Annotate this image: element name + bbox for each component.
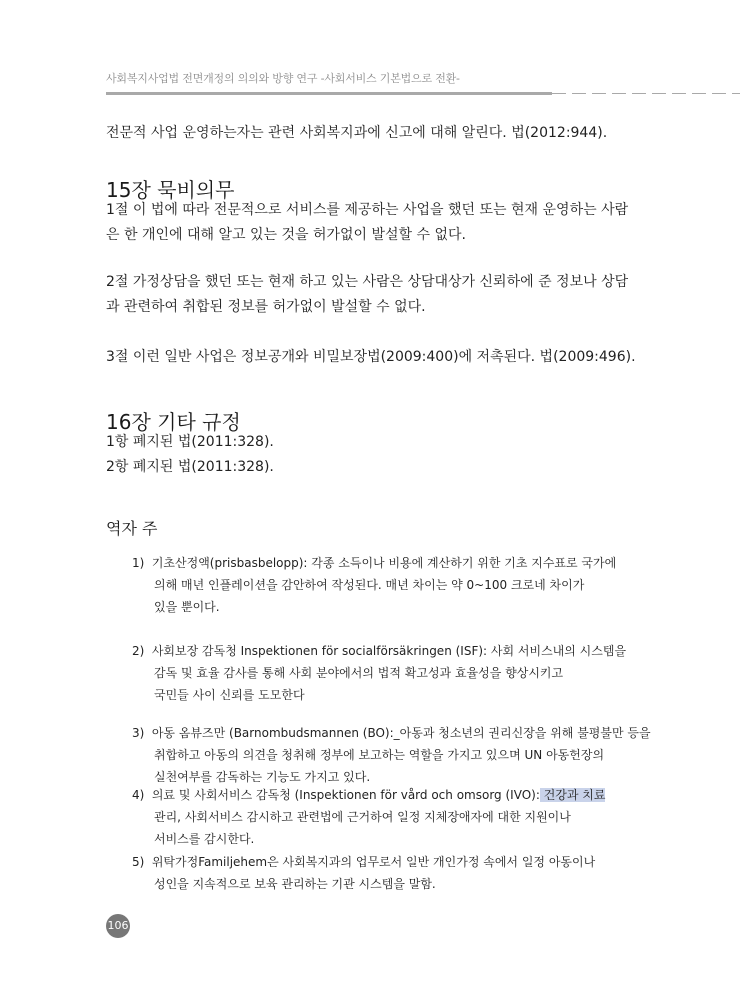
header-rule-dashed [552,93,740,94]
ch15-p2-line2: 과 관련하여 취합된 정보를 허가없이 발설할 수 없다. [106,299,426,315]
footnote-line: 의료 및 사회서비스 감독청 (Inspektionen för vård och omsorg (IVO): [151,788,540,802]
footnote-line: 취합하고 아동의 의견을 청취해 정부에 보고하는 역할을 가지고 있으며 UN 아동헌장의 [154,748,605,762]
footnote-line: 아동 옴뷰즈만 (Barnombudsmannen (BO):_아동과 청소년의 권리신장을 위해 불평불만 등을 [151,726,651,740]
footnote-4 [132,784,605,850]
footnote-line: 관리, 사회서비스 감시하고 관련법에 근거하여 일정 지체장애자에 대한 지원이나 [154,810,571,824]
ch15-p1-line2: 은 한 개인에 대해 알고 있는 것을 허가없이 발설할 수 없다. [106,227,467,243]
notes-heading: 역자 주 [106,519,158,538]
ch15-p2-line1: 2절 가정상담을 했던 또는 현재 하고 있는 사람은 상담대상가 신뢰하에 준 정보나 상담 [106,274,629,290]
footnote-number: 1) [132,556,145,570]
ch15-p3: 3절 이런 일반 사업은 정보공개와 비밀보장법(2009:400)에 저촉된다. 법(2009:496). [106,349,636,365]
footnote-line: 기초산정액(prisbasbelopp): 각종 소득이나 비용에 계산하기 위한 기초 지수표로 국가에 [151,556,617,570]
footnote-1 [132,552,616,618]
footnote-line: 감독 및 효율 감사를 통해 사회 분야에서의 법적 확고성과 효율성을 향상시키고 [154,666,564,680]
text-selection-highlight: 건강과 치료 [539,788,606,802]
intro-paragraph: 전문적 사업 운영하는자는 관련 사회복지과에 신고에 대해 알린다. 법(2012:944). [106,125,608,141]
ch16-item1: 1항 폐지된 법(2011:328). [106,434,274,450]
footnote-2 [132,640,626,706]
chapter-16-heading: 16장 기타 규정 [106,410,241,434]
footnote-3 [132,722,651,788]
footnote-line: 성인을 지속적으로 보육 관리하는 기관 시스템을 말함. [154,877,436,891]
running-head: 사회복지사업법 전면개정의 의의와 방향 연구 -사회서비스 기본법으로 전환- [106,72,460,85]
footnote-number: 3) [132,726,145,740]
footnote-line: 있을 뿐이다. [154,600,220,614]
footnote-number: 5) [132,855,145,869]
ch16-item2: 2항 폐지된 법(2011:328). [106,459,274,475]
ch15-p1-line1: 1절 이 법에 따라 전문적으로 서비스를 제공하는 사업을 했던 또는 현재 운영하는 사람 [106,202,629,218]
footnote-5 [132,851,595,895]
footnote-line: 사회보장 감독청 Inspektionen för socialförsäkringen (ISF): 사회 서비스내의 시스템을 [151,644,627,658]
footnote-line: 국민들 사이 신뢰를 도모한다 [154,688,305,702]
footnote-line: 위탁가정Familjehem은 사회복지과의 업무로서 일반 개인가정 속에서 일정 아동이나 [151,855,596,869]
footnote-line: 실천여부를 감독하는 기능도 가지고 있다. [154,770,371,784]
footnote-line: 서비스를 감시한다. [154,832,255,846]
footnote-line: 의해 매년 인플레이션을 감안하여 작성된다. 매년 차이는 약 0~100 크로네 차이가 [154,578,585,592]
page-number-badge: 106 [106,914,130,938]
header-rule [106,92,552,95]
footnote-number: 4) [132,788,145,802]
footnote-number: 2) [132,644,145,658]
chapter-15-heading: 15장 묵비의무 [106,178,235,202]
